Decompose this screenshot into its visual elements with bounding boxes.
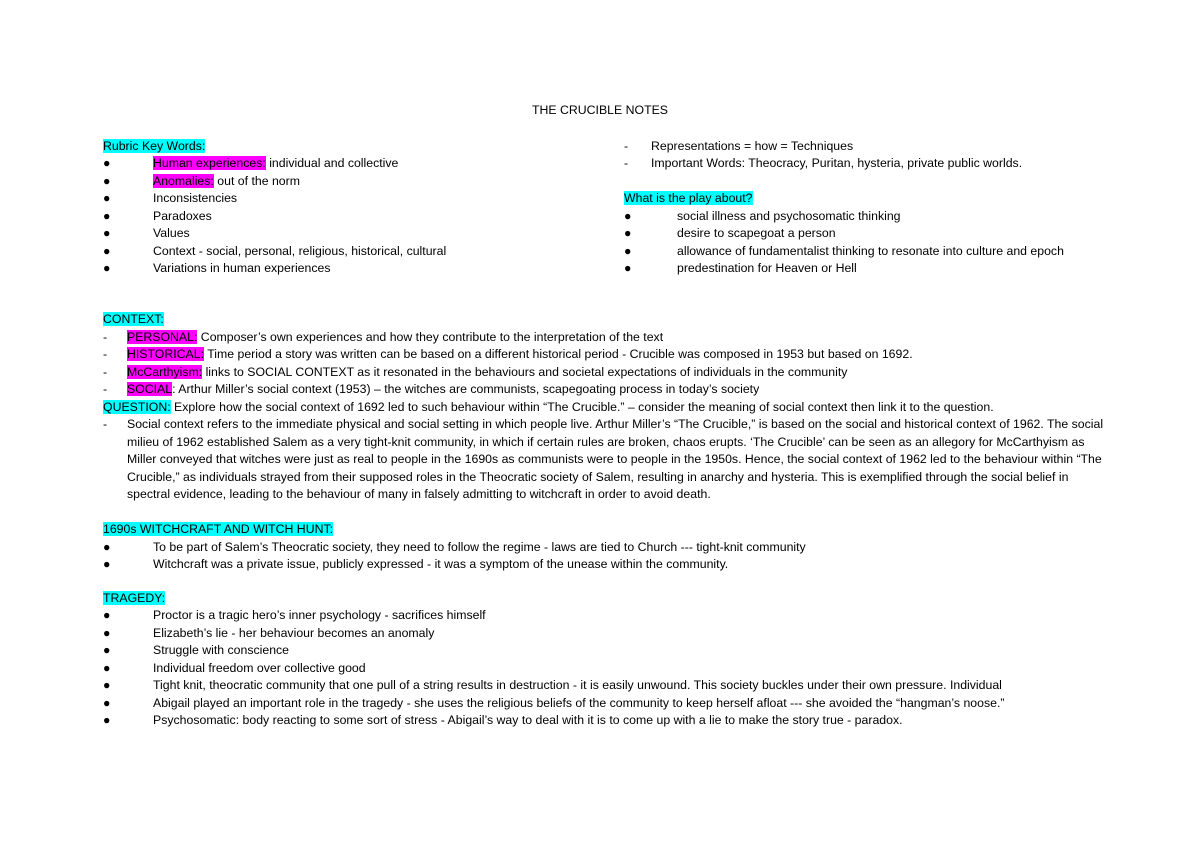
bullet-icon: ● (103, 209, 111, 223)
list-item: ● Abigail played an important role in the tragedy - she uses the religious beliefs of the community to keep herself afloat --- she avoided the “hangman’s noose.” (103, 696, 1005, 710)
list-item: ● Variations in human experiences (103, 261, 331, 275)
witchcraft-heading: 1690s WITCHCRAFT AND WITCH HUNT: (103, 522, 334, 536)
bullet-icon: ● (103, 713, 111, 727)
bullet-icon: ● (103, 156, 111, 170)
page-title: THE CRUCIBLE NOTES (532, 103, 668, 117)
bullet-icon: ● (103, 643, 111, 657)
bullet-icon: ● (103, 261, 111, 275)
bullet-icon: ● (103, 226, 111, 240)
bullet-icon: ● (103, 191, 111, 205)
list-item: ● Struggle with conscience (103, 643, 290, 657)
list-item: ● To be part of Salem’s Theocratic society, they need to follow the regime - laws are tied to Church --- tight-knit community (103, 540, 806, 554)
dash-marker: - (103, 417, 108, 431)
answer-paragraph: Social context refers to the immediate physical and social setting in which people live. Arthur Miller’s “The Crucible,” is based on the social and historical context of 1962. The social milieu of 1962 established Salem as a very tight-knit community, in which if certain rules are broken, chaos erupts. ‘The Crucible’ can be seen as an allegory for McCarthyism as Miller conveyed that witches were just as real to people in the 1690s as communists were to people in the 1950s. Hence, the social context of 1962 led to the behaviour within “The Crucible,” as individuals strayed from their supposed roles in the Theocratic society of Salem, resulting in anarchy and hysteria. This is exemplified through the social belief in spectral evidence, leading to the behaviour of many in falsely admitting to witchcraft in order to avoid death. (127, 417, 1104, 501)
play-about-heading: What is the play about? (624, 191, 753, 205)
list-item: ● desire to scapegoat a person (624, 226, 836, 240)
bullet-icon: ● (624, 209, 632, 223)
list-item: ● Individual freedom over collective good (103, 661, 366, 675)
list-item: ● Inconsistencies (103, 191, 238, 205)
list-item: ● Paradoxes (103, 209, 212, 223)
bullet-icon: ● (103, 696, 111, 710)
question-line: QUESTION: Explore how the social context of 1692 led to such behaviour within “The Crucible.” – consider the meaning of social context then link it to the question. (103, 400, 994, 414)
bullet-icon: ● (103, 626, 111, 640)
bullet-icon: ● (624, 261, 632, 275)
bullet-icon: ● (103, 661, 111, 675)
list-item: - Representations = how = Techniques (624, 139, 854, 153)
dash-marker: - (624, 139, 629, 153)
question-label: QUESTION: (103, 400, 171, 414)
list-item: ● Context - social, personal, religious, historical, cultural (103, 244, 447, 258)
dash-marker: - (103, 330, 108, 344)
bullet-icon: ● (624, 226, 632, 240)
list-item: ● Values (103, 226, 190, 240)
list-item: ● predestination for Heaven or Hell (624, 261, 857, 275)
dash-marker: - (103, 347, 108, 361)
list-item: ● Tight knit, theocratic community that one pull of a string results in destruction - it is easily unwound. This society buckles under their own pressure. Individual (103, 678, 1002, 692)
list-item: ● Proctor is a tragic hero’s inner psychology - sacrifices himself (103, 608, 486, 622)
list-item: ● Elizabeth’s lie - her behaviour becomes an anomaly (103, 626, 435, 640)
dash-marker: - (624, 156, 629, 170)
context-heading: CONTEXT: (103, 312, 164, 326)
list-item: - SOCIAL: Arthur Miller’s social context (1953) – the witches are communists, scapegoating process in today’s society (103, 382, 760, 396)
answer-marker (103, 416, 107, 433)
list-item: - PERSONAL: Composer’s own experiences and how they contribute to the interpretation of the text (103, 330, 664, 344)
list-item: ● allowance of fundamentalist thinking to resonate into culture and epoch (624, 244, 1064, 258)
list-item: ● Anomalies: out of the norm (103, 174, 300, 188)
bullet-icon: ● (103, 174, 111, 188)
rubric-heading: Rubric Key Words: (103, 139, 206, 153)
list-item: ● social illness and psychosomatic thinking (624, 209, 901, 223)
list-item: ● Psychosomatic: body reacting to some sort of stress - Abigail’s way to deal with it is to come up with a lie to make the story true - paradox. (103, 713, 903, 727)
dash-marker: - (103, 382, 108, 396)
bullet-icon: ● (103, 540, 111, 554)
list-item: - McCarthyism: links to SOCIAL CONTEXT as it resonated in the behaviours and societal expectations of individuals in the community (103, 365, 848, 379)
bullet-icon: ● (103, 678, 111, 692)
dash-marker: - (103, 365, 108, 379)
bullet-icon: ● (103, 244, 111, 258)
list-item: ● Witchcraft was a private issue, publicly expressed - it was a symptom of the unease within the community. (103, 557, 729, 571)
bullet-icon: ● (624, 244, 632, 258)
list-item: - Important Words: Theocracy, Puritan, hysteria, private public worlds. (624, 156, 1023, 170)
bullet-icon: ● (103, 608, 111, 622)
list-item: - HISTORICAL: Time period a story was written can be based on a different historical period - Crucible was composed in 1953 but based on 1692. (103, 347, 913, 361)
bullet-icon: ● (103, 557, 111, 571)
list-item: ● Human experiences: individual and collective (103, 156, 399, 170)
tragedy-heading: TRAGEDY: (103, 591, 166, 605)
